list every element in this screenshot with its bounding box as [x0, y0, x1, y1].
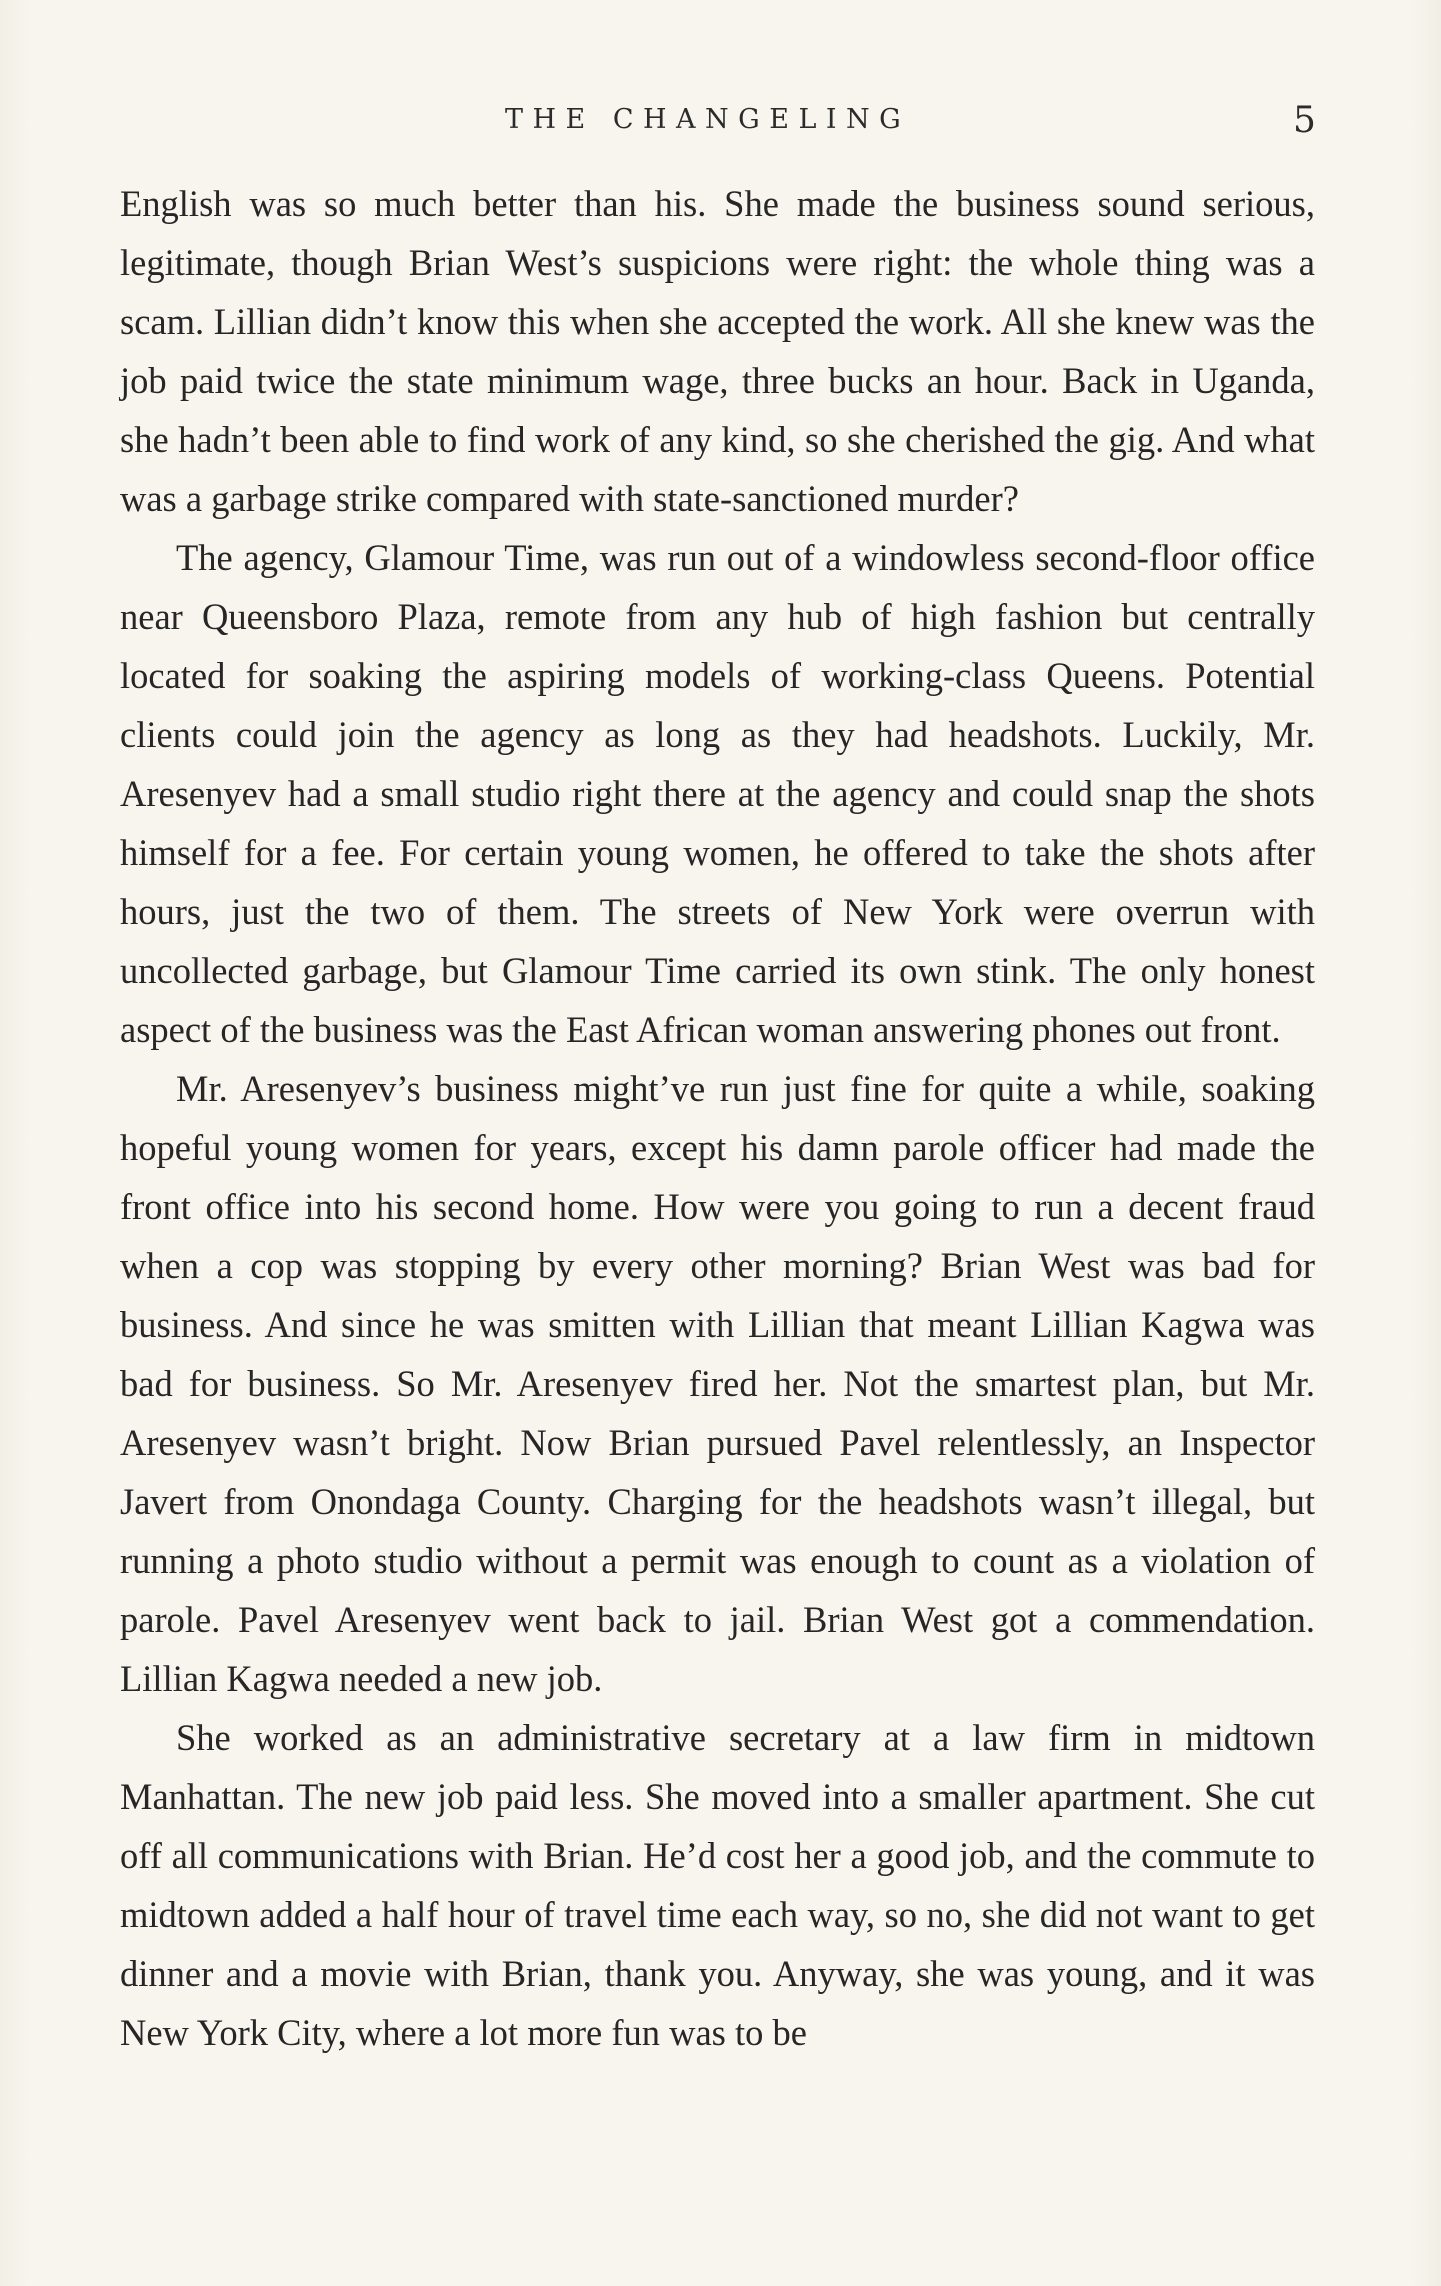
paragraph-2: The agency, Glamour Time, was run out of a windowless second-floor office near Queensboro Plaza, remote from any hub of high fashion but centrally located for soaking the aspiring models of working-class Queens. Potential clients could join the agency as long as they had headshots. Luckily, Mr. Aresenyev had a small studio right there at the agency and could snap the shots himself for a fee. For certain young women, he offered to take the shots after hours, just the two of them. The streets of New York were overrun with uncollected garbage, but Glamour Time carried its own stink. The only honest aspect of the business was the East African woman answering phones out front. — [120, 537, 1315, 1050]
running-title: THE CHANGELING — [505, 104, 911, 135]
paragraph-4: She worked as an administrative secretary at a law firm in midtown Manhattan. The new job paid less. She moved into a smaller apartment. She cut off all communications with Brian. He’d cost her a good job, and the commute to midtown added a half hour of travel time each way, so no, she did not want to get dinner and a movie with Brian, thank you. Anyway, she was young, and it was New York City, where a lot more fun was to be — [120, 1717, 1315, 2053]
running-head — [0, 100, 1441, 144]
body-text — [120, 174, 1315, 2062]
page-number: 5 — [1293, 100, 1316, 141]
paragraph-3: Mr. Aresenyev’s business might’ve run just fine for quite a while, soaking hopeful young women for years, except his damn parole officer had made the front office into his second home. How were you going to run a decent fraud when a cop was stopping by every other morning? Brian West was bad for business. And since he was smitten with Lillian that meant Lillian Kagwa was bad for business. So Mr. Aresenyev fired her. Not the smartest plan, but Mr. Aresenyev wasn’t bright. Now Brian pursued Pavel relentlessly, an Inspector Javert from Onondaga County. Charging for the headshots wasn’t illegal, but running a photo studio without a permit was enough to count as a violation of parole. Pavel Aresenyev went back to jail. Brian West got a commendation. Lillian Kagwa needed a new job. — [120, 1068, 1315, 1699]
paragraph-1: English was so much better than his. She made the business sound serious, legitimate, though Brian West’s suspicions were right: the whole thing was a scam. Lillian didn’t know this when she accepted the work. All she knew was the job paid twice the state minimum wage, three bucks an hour. Back in Uganda, she hadn’t been able to find work of any kind, so she cherished the gig. And what was a garbage strike compared with state-sanctioned murder? — [120, 183, 1315, 519]
